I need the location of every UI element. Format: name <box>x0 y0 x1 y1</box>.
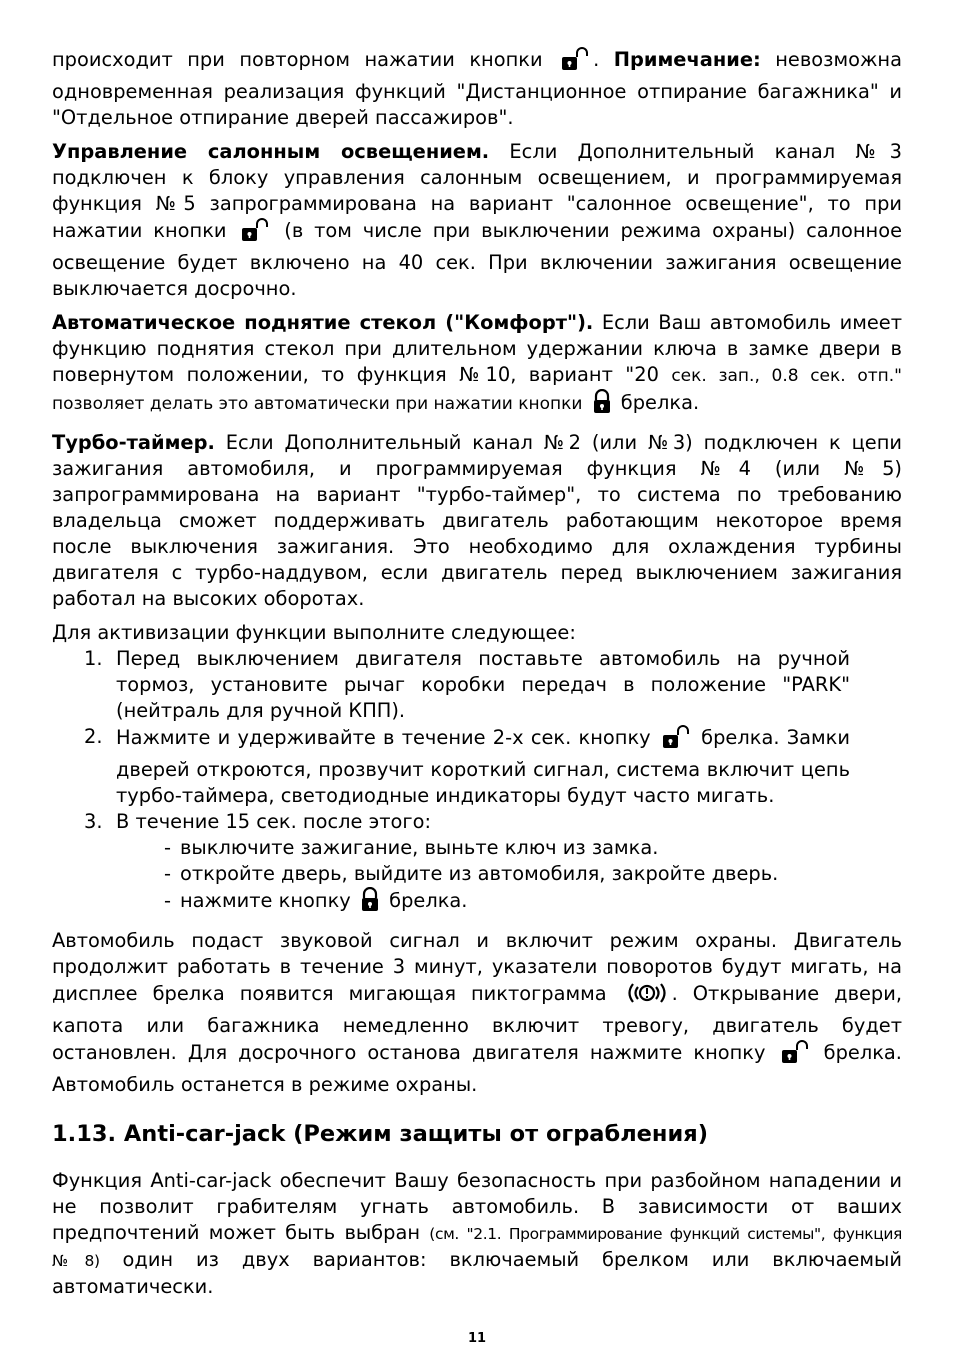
unlock-icon <box>780 1039 810 1072</box>
paragraph-text: Если Дополнительный канал №3 подключен к блоку управления салонным освещением, и программируемая функция №5 запрограммирована на вариант "салонное освещение", то при нажатии кнопки <box>52 140 902 242</box>
paragraph-engine-running <box>52 928 902 1098</box>
paragraph-text: брелка. Автомобиль останется в режиме охраны. <box>52 1041 902 1096</box>
page-number: 11 <box>467 1331 487 1346</box>
paragraph-text: Если Дополнительный канал №2 (или №3) подключен к цепи зажигания автомобиля, и программируемая функция №4 (или №5) запрограммирована на вариант "турбо-таймер", то система по требованию владельца сможет поддерживать двигатель работающим некоторое время после выключения зажигания. Это необходимо для охлаждения турбины двигателя с турбо-наддувом, если двигатель перед выключением зажигания работал на высоких оборотах. <box>52 431 902 610</box>
paragraph-text: (в том числе при выключении режима охраны) салонное освещение будет включено на 40 сек. При включении зажигания освещение выключается досрочно. <box>52 219 903 300</box>
paragraph-text: происходит при повторном нажатии кнопки <box>52 48 543 71</box>
note-label: Примечание: <box>613 48 761 71</box>
paragraph-text: Функция Anti-car-jack обеспечит Вашу безопасность при разбойном нападении и не позволит грабителям угнать автомобиль. В зависимости от ваших предпочтений может быть выбран <box>52 1169 902 1244</box>
paragraph-text: . Открывание двери, капота или багажника немедленно включит тревогу, двигатель будет остановлен. Для досрочного останова двигателя нажмите кнопку <box>52 982 902 1064</box>
paragraph-text: невозможна одновременная реализация функций "Дистанционное отпирание багажника" и "Отдельное отпирание дверей пассажиров". <box>52 48 902 129</box>
paragraph-turbo-timer <box>52 430 902 612</box>
list-item: - откройте дверь, выйдите из автомобиля, закройте дверь. <box>164 862 779 885</box>
list-item: 2. Нажмите и удерживайте в течение 2-х сек. кнопку брелка. Замки дверей откроются, прозвучит короткий сигнал, система включит цепь турбо-таймера, светодиодные индикаторы будут часто мигать. <box>84 725 851 807</box>
paragraph-comfort <box>52 310 902 422</box>
lock-icon <box>360 887 380 920</box>
paragraph-text: один из двух вариантов: включаемый брелком или включаемый автоматически. <box>52 1248 902 1298</box>
paragraph-trunk-note: происходит при повторном нажатии кнопки . Примечание: невозможна одновременная реализация функций "Дистанционное отпирание багажника" и "Отдельное отпирание дверей пассажиров". <box>52 48 902 129</box>
paragraph-text: Если Ваш автомобиль имеет функцию поднятия стекол при длительном удержании ключа в замке двери в повернутом положении, то функция №10, вариант "20 <box>52 311 902 386</box>
paragraph-anti-car-jack <box>52 1168 902 1300</box>
document-page <box>52 46 902 1300</box>
unlock-icon <box>661 724 691 757</box>
paragraph-interior-lighting <box>52 139 902 302</box>
paragraph-title: Управление салонным освещением. <box>52 140 490 163</box>
list-item: - выключите зажигание, выньте ключ из замка. <box>164 836 659 859</box>
paragraph-title: Турбо-таймер. <box>52 431 215 454</box>
paragraph-text: брелка. <box>620 391 700 414</box>
paragraph-activation-intro: Для активизации функции выполните следующее: <box>52 621 576 644</box>
unlock-icon <box>560 46 590 79</box>
cross-reference: (см. "2.1. Программирование функций системы", функция №8) <box>52 1225 902 1270</box>
list-item: 1. Перед выключением двигателя поставьте автомобиль на ручной тормоз, установите рычаг коробки передач в положение "PARK" (нейтраль для ручной КПП). <box>84 647 850 722</box>
section-heading: 1.13. Anti-car-jack (Режим защиты от ограбления) <box>52 1121 708 1147</box>
activation-steps <box>52 646 902 920</box>
paragraph-text: Автомобиль подаст звуковой сигнал и включит режим охраны. Двигатель продолжит работать в течение 3 минут, указатели поворотов будут мигать, на дисплее брелка появится мигающая пиктограмма <box>52 929 902 1005</box>
list-item: - нажмите кнопку брелка. <box>116 887 850 920</box>
list-item: 3. В течение 15 сек. после этого: - выключите зажигание, выньте ключ из замка. - откройте дверь, выйдите из автомобиля, закройте дверь. - нажмите кнопку брелка. <box>52 809 902 920</box>
alarm-pictogram-icon <box>625 980 669 1013</box>
sub-steps <box>116 835 850 920</box>
paragraph-title: Автоматическое поднятие стекол ("Комфорт"). <box>52 311 594 334</box>
paragraph-text-small: сек. зап., 0.8 сек. отп." позволяет делать это автоматически при нажатии кнопки <box>52 366 902 414</box>
lock-icon <box>592 389 612 422</box>
unlock-icon <box>240 217 270 250</box>
